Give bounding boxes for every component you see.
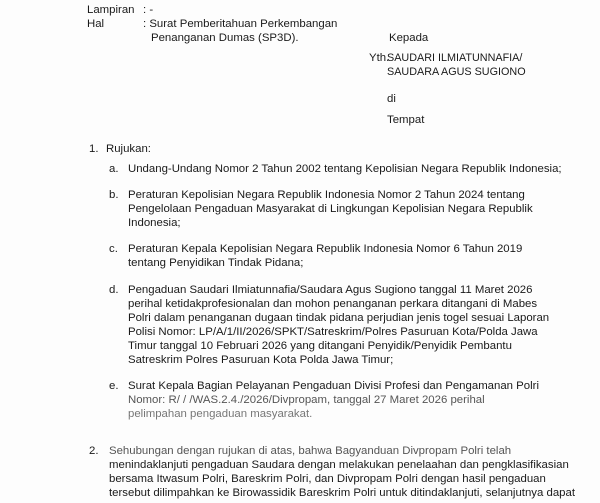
lampiran-label: Lampiran [87, 4, 135, 16]
section2-line: menindaklanjuti pengaduan Saudara dengan melakukan penelaahan dan pengklasifikasian [109, 459, 569, 471]
item-e-line: pelimpahan pengaduan masyarakat. [128, 408, 313, 420]
item-a-line: Undang-Undang Nomor 2 Tahun 2002 tentang Kepolisian Negara Republik Indonesia; [128, 163, 562, 175]
item-d-line: Pengaduan Saudari Ilmiatunnafia/Saudara Agus Sugiono tanggal 11 Maret 2026 [128, 284, 533, 296]
di-label: di [387, 93, 396, 105]
lampiran-value: : - [143, 4, 154, 16]
recipient-line1: SAUDARI ILMIATUNNAFIA/ [387, 52, 523, 64]
hal-label: Hal [87, 18, 105, 30]
item-e-line: Surat Kepala Bagian Pelayanan Pengaduan Divisi Profesi dan Pengamanan Polri [128, 380, 539, 392]
section2-line: tersebut dilimpahkan ke Birowassidik Bareskrim Polri untuk ditindaklanjuti, selanjutnya dapat [109, 487, 575, 499]
item-b-letter: b. [109, 189, 119, 201]
section2-line: Sehubungan dengan rujukan di atas, bahwa Bagyanduan Divpropam Polri telah [109, 445, 512, 457]
item-c-line: tentang Penyidikan Tindak Pidana; [128, 257, 304, 269]
section1-number: 1. [89, 143, 99, 155]
item-c-letter: c. [109, 243, 118, 255]
item-d-line: perihal ketidakprofesionalan dan mohon penanganan perkara ditangani di Mabes [128, 298, 538, 310]
tempat-label: Tempat [387, 114, 425, 126]
hal-value-line1: : Surat Pemberitahuan Perkembangan [143, 18, 338, 30]
item-e-line: Nomor: R/ / /WAS.2.4./2026/Divpropam, tanggal 27 Maret 2026 perihal [128, 394, 485, 406]
item-d-line: Polisi Nomor: LP/A/1/II/2026/SPKT/Satreskrim/Polres Pasuruan Kota/Polda Jawa [128, 326, 538, 338]
item-e-letter: e. [109, 380, 119, 392]
item-d-line: Polri dalam penanganan dugaan tindak pidana perjudian jenis togel sesuai Laporan [128, 312, 550, 324]
item-d-line: Timur tanggal 10 Februari 2026 yang ditangani Penyidik/Penyidik Pembantu [128, 340, 512, 352]
item-d-letter: d. [109, 284, 119, 296]
hal-value-line2: Penanganan Dumas (SP3D). [151, 32, 299, 44]
item-d-line: Satreskrim Polres Pasuruan Kota Polda Jawa Timur; [128, 354, 394, 366]
item-a-letter: a. [109, 163, 119, 175]
item-c-line: Peraturan Kepala Kepolisian Negara Republik Indonesia Nomor 6 Tahun 2019 [128, 243, 523, 255]
kepada-label: Kepada [389, 32, 429, 44]
yth-label: Yth. [369, 52, 390, 64]
item-b-line: Indonesia; [128, 217, 181, 229]
section2-line: bersama Itwasum Polri, Bareskrim Polri, dan Divpropam Polri dengan hasil pengaduan [109, 473, 546, 485]
recipient-line2: SAUDARA AGUS SUGIONO [387, 66, 526, 78]
item-b-line: Peraturan Kepolisian Negara Republik Indonesia Nomor 2 Tahun 2024 tentang [128, 189, 525, 201]
item-b-line: Pengelolaan Pengaduan Masyarakat di Lingkungan Kepolisian Negara Republik [128, 203, 533, 215]
section2-number: 2. [89, 445, 99, 457]
section1-title: Rujukan: [106, 143, 151, 155]
